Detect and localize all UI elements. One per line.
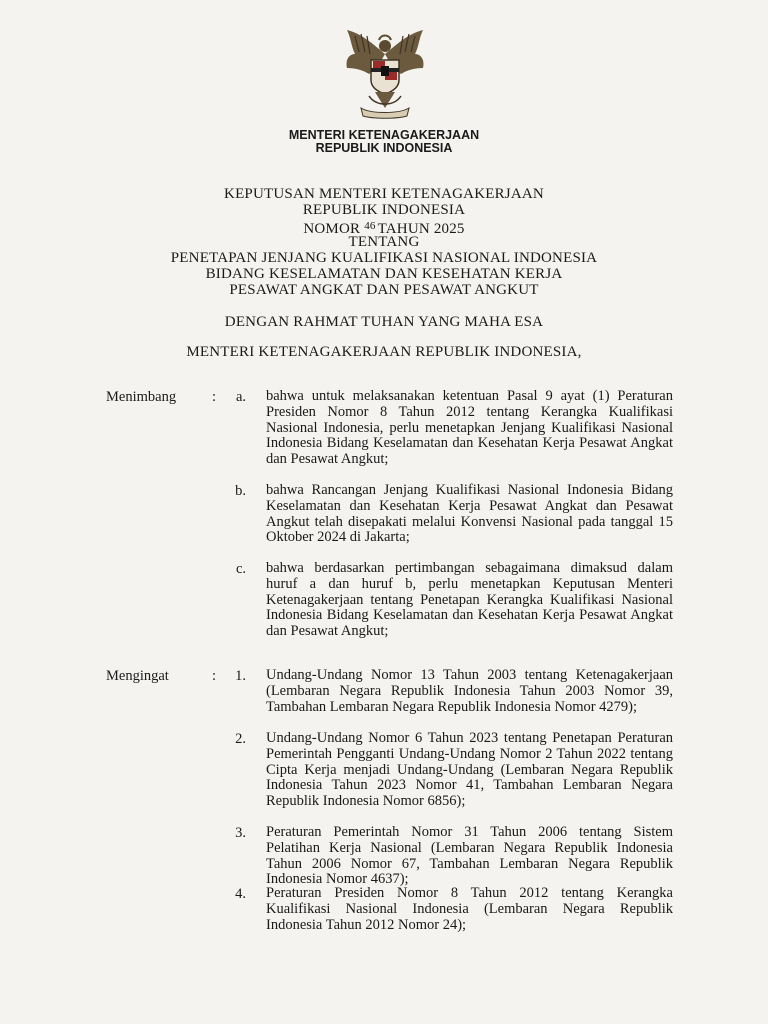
- letterhead-republic: REPUBLIK INDONESIA: [315, 141, 453, 155]
- decree-tentang: TENTANG: [348, 234, 420, 250]
- list-item-text: Peraturan Pemerintah Nomor 31 Tahun 2006 tentang Sistem Pelatihan Kerja Nasional (Lembaran Negara Republik Indonesia Tahun 2006 Nomor 67, Tambahan Lembaran Negara Republik Indonesia Nomor 4637);: [266, 824, 673, 888]
- list-item-key: b.: [235, 483, 246, 499]
- list-item-key: a.: [235, 389, 246, 405]
- decree-issuer: MENTERI KETENAGAKERJAAN REPUBLIK INDONESIA,: [186, 344, 582, 360]
- mengingat-colon: :: [212, 668, 217, 684]
- garuda-emblem-icon: [335, 24, 435, 120]
- decree-republic: REPUBLIK INDONESIA: [302, 202, 466, 218]
- list-item-text: bahwa Rancangan Jenjang Kualifikasi Nasional Indonesia Bidang Keselamatan dan Kesehatan Kerja Pesawat Angkat dan Pesawat Angkut telah disepakati melalui Konvensi Nasional pada tanggal 15 Oktober 2024 di Jakarta;: [266, 482, 673, 546]
- decree-subject-line: BIDANG KESELAMATAN DAN KESEHATAN KERJA: [205, 266, 563, 282]
- menimbang-colon: :: [212, 389, 217, 405]
- decree-invocation: DENGAN RAHMAT TUHAN YANG MAHA ESA: [224, 314, 544, 330]
- decree-title: KEPUTUSAN MENTERI KETENAGAKERJAAN: [224, 186, 544, 202]
- list-item-text: Undang-Undang Nomor 13 Tahun 2003 tentang Ketenagakerjaan (Lembaran Negara Republik Indonesia Tahun 2003 Nomor 39, Tambahan Lembaran Negara Republik Indonesia Nomor 4279);: [266, 667, 673, 715]
- mengingat-label: Mengingat: [106, 668, 169, 684]
- list-item-text: bahwa untuk melaksanakan ketentuan Pasal 9 ayat (1) Peraturan Presiden Nomor 8 Tahun 2012 tentang Kerangka Kualifikasi Nasional Indonesia, perlu menetapkan Jenjang Kualifikasi Nasional Indonesia Bidang Keselamatan dan Kesehatan Kerja Pesawat Angkat dan Pesawat Angkut;: [266, 388, 673, 468]
- list-item-key: 4.: [235, 886, 246, 902]
- nomor-prefix: NOMOR: [303, 221, 361, 237]
- list-item-key: 1.: [235, 668, 246, 684]
- decree-subject-line: PESAWAT ANGKAT DAN PESAWAT ANGKUT: [229, 282, 539, 298]
- nomor-value: 46: [364, 220, 376, 232]
- letterhead-ministry: MENTERI KETENAGAKERJAAN: [288, 128, 480, 142]
- list-item-key: c.: [235, 561, 246, 577]
- list-item-text: Peraturan Presiden Nomor 8 Tahun 2012 tentang Kerangka Kualifikasi Nasional Indonesia (Lembaran Negara Republik Indonesia Tahun 2012 Nomor 24);: [266, 885, 673, 933]
- nomor-suffix: TAHUN 2025: [377, 221, 465, 237]
- list-item-key: 2.: [235, 731, 246, 747]
- list-item-text: Undang-Undang Nomor 6 Tahun 2023 tentang Penetapan Peraturan Pemerintah Pengganti Undang-Undang Nomor 2 Tahun 2022 tentang Cipta Kerja menjadi Undang-Undang (Lembaran Negara Republik Indonesia Tahun 2023 Nomor 41, Tambahan Lembaran Negara Republik Indonesia Nomor 6856);: [266, 730, 673, 810]
- list-item-key: 3.: [235, 825, 246, 841]
- list-item-text: bahwa berdasarkan pertimbangan sebagaimana dimaksud dalam huruf a dan huruf b, perlu menetapkan Keputusan Menteri Ketenagakerjaan tentang Penetapan Kerangka Kualifikasi Nasional Indonesia Bidang Keselamatan dan Kesehatan Kerja Pesawat Angkat dan Pesawat Angkut;: [266, 560, 673, 640]
- decree-subject-line: PENETAPAN JENJANG KUALIFIKASI NASIONAL INDONESIA: [170, 250, 598, 266]
- menimbang-label: Menimbang: [106, 389, 177, 405]
